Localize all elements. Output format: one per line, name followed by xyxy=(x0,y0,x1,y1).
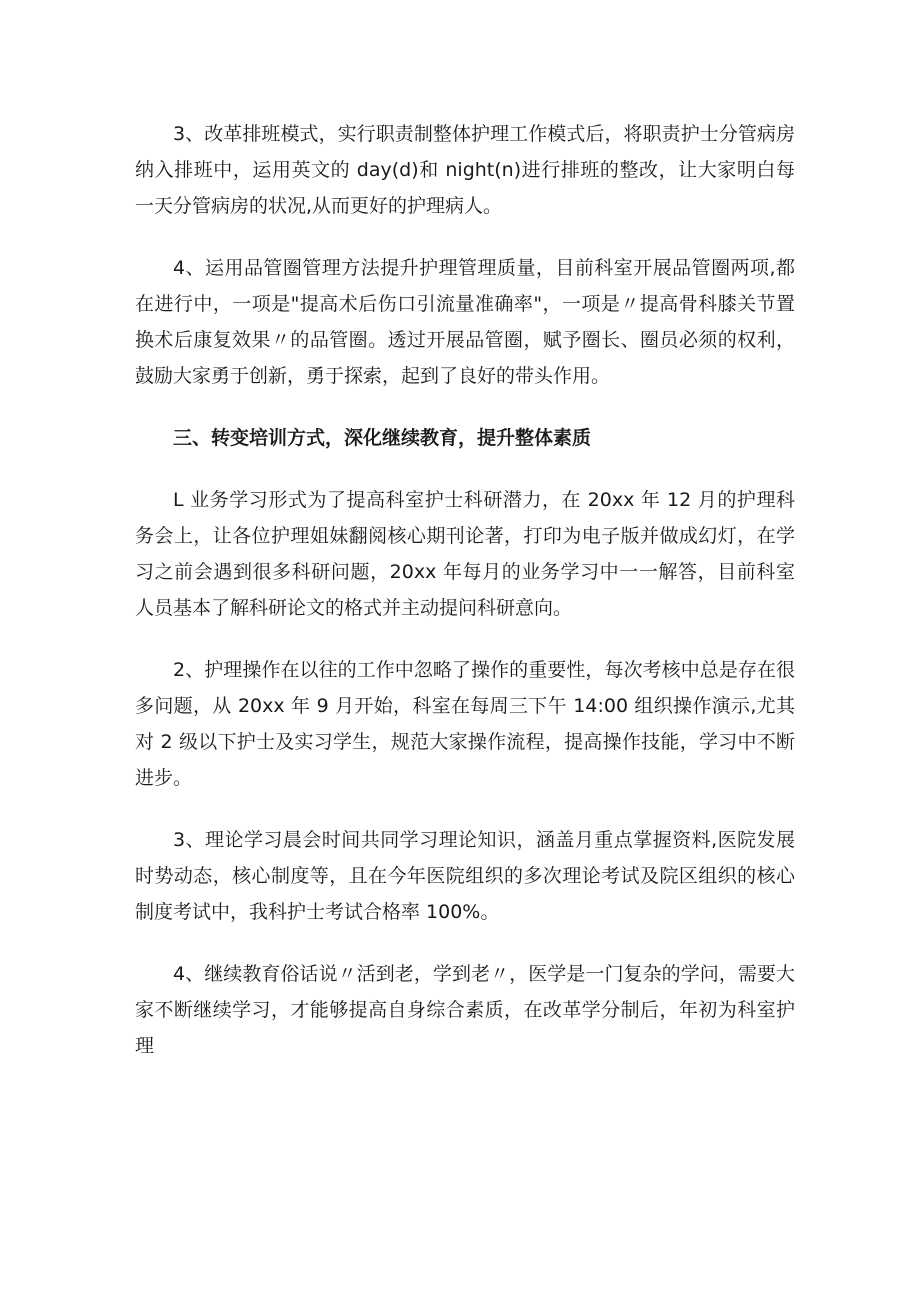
paragraph-continuing-education: 4、继续教育俗话说〃活到老，学到老〃，医学是一门复杂的学问，需要大家不断继续学习，才能够提高自身综合素质，在改革学分制后，年初为科室护理 xyxy=(135,963,795,1057)
paragraph-shift-scheduling: 3、改革排班模式，实行职责制整体护理工作模式后，将职责护士分管病房纳入排班中，运用英文的 day(d)和 night(n)进行排班的整改，让大家明白每一天分管病房的状况,从而更好的护理病人。 xyxy=(135,123,795,217)
paragraph-theory-study: 3、理论学习晨会时间共同学习理论知识，涵盖月重点掌握资料,医院发展时势动态，核心制度等，且在今年医院组织的多次理论考试及院区组织的核心制度考试中，我科护士考试合格率 100%。 xyxy=(135,829,795,923)
section-heading-training: 三、转变培训方式，深化继续教育，提升整体素质 xyxy=(173,427,592,449)
paragraph-quality-circle: 4、运用品管圈管理方法提升护理管理质量，目前科室开展品管圈两项,都在进行中，一项是"提高术后伤口引流量准确率"，一项是〃提高骨科膝关节置换术后康复效果〃的品管圈。透过开展品管圈，赋予圈长、圈员必须的权利，鼓励大家勇于创新，勇于探索，起到了良好的带头作用。 xyxy=(135,257,795,387)
document-body xyxy=(135,116,795,1090)
paragraph-nursing-operation: 2、护理操作在以往的工作中忽略了操作的重要性，每次考核中总是存在很多问题，从 20xx 年 9 月开始，科室在每周三下午 14:00 组织操作演示,尤其对 2 级以下护士及实习学生，规范大家操作流程，提高操作技能，学习中不断进步。 xyxy=(135,659,795,789)
paragraph-business-study: L 业务学习形式为了提高科室护士科研潜力，在 20xx 年 12 月的护理科务会上，让各位护理姐妹翻阅核心期刊论著，打印为电子版并做成幻灯，在学习之前会遇到很多科研问题，20xx 年每月的业务学习中一一解答，目前科室人员基本了解科研论文的格式并主动提问科研意向。 xyxy=(135,489,795,619)
